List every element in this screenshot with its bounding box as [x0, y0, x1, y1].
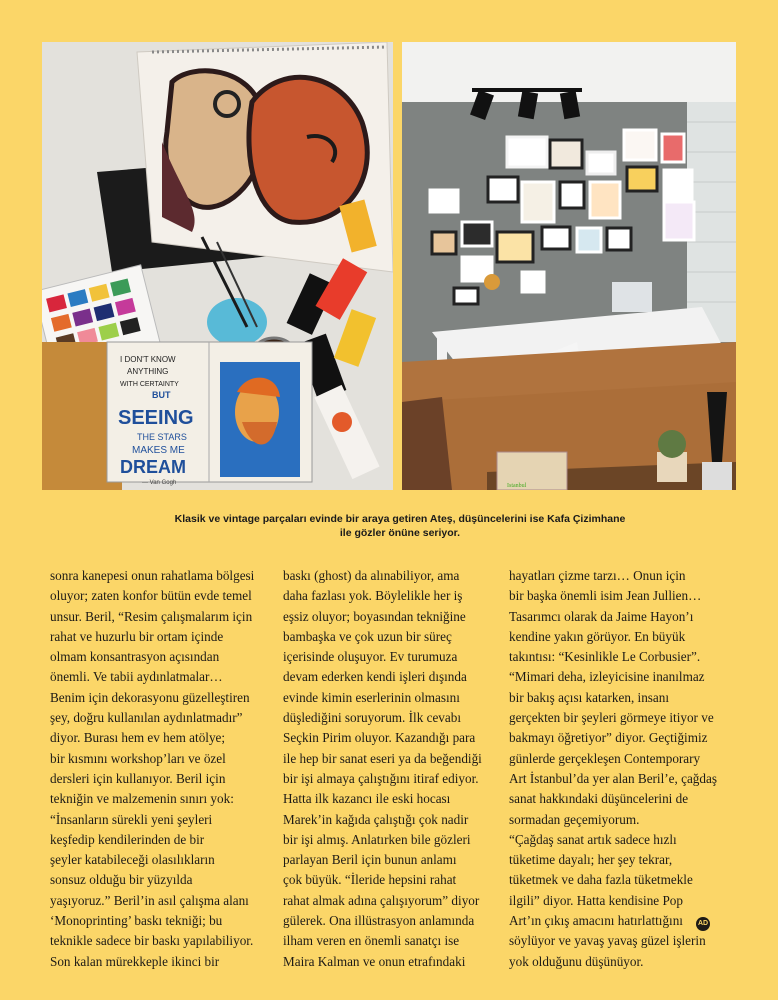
svg-text:BUT: BUT	[152, 390, 171, 400]
end-of-article-mark: AD	[696, 917, 710, 931]
body-text-line: bir işi almış. Anlatırken bile gözleri	[283, 831, 471, 847]
body-text-line: bakmayı öğretiyor” diyor. Geçtiğimiz	[509, 730, 708, 746]
text-column-2	[283, 566, 498, 972]
open-sketchbook	[107, 342, 312, 486]
body-text-line: tüketime dayalı; her şey tekrar,	[509, 852, 673, 868]
svg-text:DREAM: DREAM	[120, 457, 186, 477]
body-text-line: baskı (ghost) da alınabiliyor, ama	[283, 568, 460, 583]
svg-text:Istanbul: Istanbul	[507, 483, 527, 489]
body-text-line: sonra kanepesi onun rahatlama bölgesi	[50, 568, 255, 583]
body-text-line: sanat hakkındaki düşüncelerini de	[509, 791, 689, 807]
body-text-line: “Çağdaş sanat artık sadece hızlı	[509, 831, 677, 847]
svg-text:WITH CERTAINTY: WITH CERTAINTY	[120, 381, 179, 388]
body-text-line: diyor. Burası hem ev hem atölye;	[50, 730, 226, 746]
body-text-line: “Mimari deha, izleyicisine inanılmaz	[509, 669, 705, 685]
body-text-line: kendine yakın görüyor. En büyük	[509, 628, 686, 644]
photo-caption	[150, 512, 650, 540]
body-text-line: gülerek. Ona illüstrasyon anlamında	[283, 913, 475, 929]
body-text-line: dersleri için kullanıyor. Beril için	[50, 770, 226, 786]
body-text-line: Hatta ilk kazancı ile eski hocası	[283, 791, 451, 807]
body-text-line: oluyor; zaten konfor bütün evde temel	[50, 588, 252, 604]
body-text-line: ilgili” diyor. Hatta kendisine Pop	[509, 892, 683, 908]
body-text-line: Art İstanbul’da yer alan Beril’e, çağdaş	[509, 770, 717, 786]
body-text-line: bambaşka ve çok uzun bir süreç	[283, 628, 452, 644]
body-text-line: Maira Kalman ve onun etrafındaki	[283, 953, 466, 969]
body-text-line: Seçkin Pirim oluyor. Kazandığı para	[283, 730, 476, 746]
body-text-line: bir kısmını workshop’ları ve özel	[50, 750, 226, 766]
body-text-line: günlerde gerçekleşen Contemporary	[509, 750, 701, 766]
body-text-line: evinde kimin eserlerinin olmasını	[283, 689, 460, 705]
photo-studio-interior	[402, 42, 736, 490]
svg-text:I DON'T KNOW: I DON'T KNOW	[120, 355, 176, 364]
body-text-line: şeyler katabileceği olasılıkların	[50, 852, 215, 868]
body-text-line: Son kalan mürekkeple ikinci bir	[50, 953, 220, 969]
caption-line: Klasik ve vintage parçaları evinde bir araya getiren Ateş, düşüncelerini ise Kafa Çizimhane	[174, 513, 626, 525]
body-text-line: Tasarımcı olarak da Jaime Hayon’ı	[509, 608, 694, 624]
body-text-line: parlayan Beril için bunun anlamı	[283, 852, 457, 868]
body-text-line: ‘Monoprinting’ baskı tekniği; bu	[50, 913, 223, 929]
body-text-line: keşfedip kendilerinden de bir	[50, 831, 205, 847]
text-column-3	[509, 566, 724, 972]
body-text-line: takıntısı: “Kesinlikle Le Corbusier”.	[509, 649, 701, 665]
text-column-1	[50, 566, 265, 972]
body-text-line: Benim için dekorasyonu güzelleştiren	[50, 689, 250, 705]
body-text-line: yok olduğunu düşünüyor.	[509, 953, 644, 969]
body-text-line: bir işi almaya çalıştığını itiraf ediyor.	[283, 770, 479, 786]
body-text-line: gerçekten bir şeyleri görmeye itiyor ve	[509, 710, 714, 726]
body-text-line: sonsuz olduğu bir yüzyılda	[50, 872, 193, 888]
body-text-line: Marek’in kağıda çalıştığı çok nadir	[283, 811, 469, 827]
svg-text:MAKES ME: MAKES ME	[132, 445, 185, 456]
body-text-line: şey, doğru kullanılan aydınlatmadır”	[50, 710, 243, 726]
photo-art-supplies	[42, 42, 393, 490]
body-text-line: bir başka önemli isim Jean Jullien…	[509, 588, 702, 604]
body-text-line: teknikle sadece bir baskı yapılabiliyor.	[50, 933, 254, 949]
body-text-line: hayatları çizme tarzı… Onun için	[509, 568, 686, 583]
body-text-line: ilham veren en önemli sanatçı ise	[283, 933, 460, 949]
body-text-line: devam ederken kendi işleri dışında	[283, 669, 467, 685]
body-text-line: ile hep bir sanat eseri ya da beğendiği	[283, 750, 482, 766]
body-text-line: tüketmek ve daha fazla tüketmekle	[509, 872, 693, 888]
body-text-line: daha fazlası yok. Böylelikle her iş	[283, 588, 463, 604]
body-text-line: yaşıyoruz.” Beril’in asıl çalışma alanı	[50, 892, 249, 908]
body-text-line: rahat almak adına çalışıyorum” diyor	[283, 892, 480, 908]
body-text-line: olmam konsantrasyon açısından	[50, 649, 220, 665]
body-text-line: sormadan geçemiyorum.	[509, 811, 640, 827]
svg-text:SEEING: SEEING	[118, 407, 194, 429]
body-text-line: unsur. Beril, “Resim çalışmalarım için	[50, 608, 253, 624]
svg-text:— Van Gogh: — Van Gogh	[142, 480, 177, 486]
body-text-line: tekniğin ve malzemenin sınırı yok:	[50, 791, 234, 807]
body-text-line: rahat ve huzurlu bir ortam içinde	[50, 628, 224, 644]
sketch-face-right	[249, 77, 367, 222]
body-text-line: önemli. Ve tabii aydınlatmalar…	[50, 669, 223, 685]
body-text-line: Art’ın çıkış amacını hatırlattığını	[509, 913, 683, 929]
body-text-line: çok büyük. “İleride hepsini rahat	[283, 872, 457, 888]
caption-line: ile gözler önüne seriyor.	[339, 527, 461, 539]
body-text-line: bir bakış açısı katarken, insanı	[509, 689, 670, 705]
body-text-line: eşsiz oluyor; boyasından tekniğine	[283, 608, 466, 624]
body-text-line: “İnsanların sürekli yeni şeyleri	[50, 811, 213, 827]
body-text-line: söylüyor ve yavaş yavaş güzel işlerin	[509, 933, 706, 949]
svg-text:THE STARS: THE STARS	[137, 432, 187, 442]
svg-text:ANYTHING: ANYTHING	[127, 367, 169, 376]
body-text-line: düşlediğini soruyorum. İlk cevabı	[283, 710, 461, 726]
body-text-line: içerisinde oluşuyor. Ev turumuza	[283, 649, 458, 665]
